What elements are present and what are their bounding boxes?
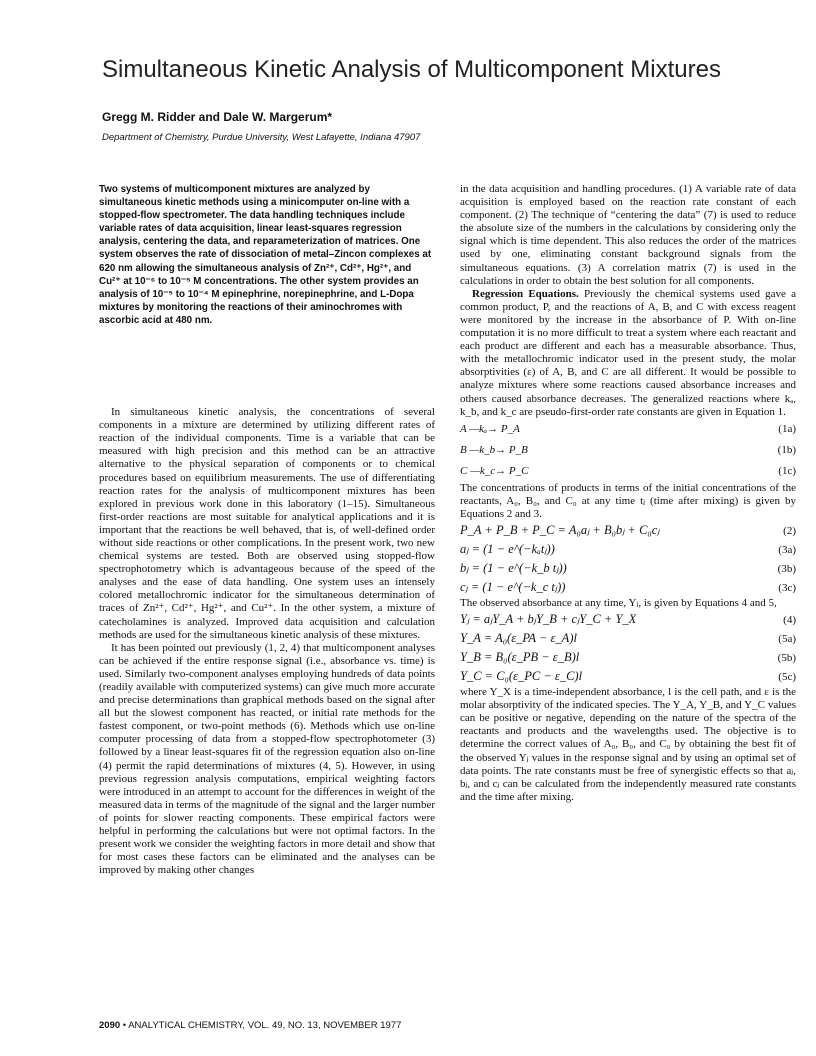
- equation-text: A —kₐ→ P_A: [460, 422, 520, 435]
- intro-paragraph-1: In simultaneous kinetic analysis, the concentrations of several components in a mixture are determined by utilizing different rates of reaction of the individual components. Time is a variable that can be measured with high precision and this method can be an attractive alternative to the physical separation of components or to chemical procedures based on equilibrium measurements. The use of differentiating reaction rates for the analysis of multicomponent mixtures has been explored in previous work done in this laboratory (1–15). Simultaneous first-order reactions are most suitable for analytical applications and it is important that the reactions be well behaved, that is, of well-defined order without side reactions or other complications. In the present work, two new chemical systems are tested. Both are observed using stopped-flow spectrophotometry which is advantageous because of the speed of the analyses and the ease of data handling. One system uses an intensely colored metallochromic indicator for the simultaneous determination of traces of Zn²⁺, Cd²⁺, Hg²⁺, and Cu²⁺. In the other system, a mixture of catecholamines is analyzed. Improved data acquisition and calculation methods are used for the simultaneous kinetic analysis of these mixtures.: [99, 406, 435, 641]
- equation-text: bⱼ = (1 − e^(−k_b tⱼ)): [460, 560, 567, 575]
- equation-number: (2): [783, 524, 796, 537]
- equation-text: Y_B = B₀(ε_PB − ε_B)l: [460, 650, 580, 665]
- equation-text: P_A + P_B + P_C = A₀aⱼ + B₀bⱼ + C₀cⱼ: [460, 522, 660, 537]
- author-list: Gregg M. Ridder and Dale W. Margerum*: [102, 110, 333, 124]
- equation-number: (1a): [778, 422, 796, 435]
- equation-text: Y_A = A₀(ε_PA − ε_A)l: [460, 631, 577, 646]
- equation-number: (1b): [777, 443, 796, 456]
- equation-1a: [460, 419, 796, 440]
- equation-text: cⱼ = (1 − e^(−k_c tⱼ)): [460, 579, 566, 594]
- equation-text: C —k_c→ P_C: [460, 464, 529, 477]
- equation-number: (5c): [778, 671, 796, 684]
- section-heading: Regression Equations.: [472, 287, 579, 300]
- equation-1b: [460, 440, 796, 461]
- equation-number: (5a): [778, 633, 796, 646]
- page-number: 2090: [99, 1020, 121, 1031]
- equation-3a: [460, 540, 796, 559]
- equation-5a: [460, 629, 796, 648]
- affiliation: Department of Chemistry, Purdue University, West Lafayette, Indiana 47907: [102, 132, 421, 143]
- equation-number: (1c): [778, 464, 796, 477]
- paper-title: Simultaneous Kinetic Analysis of Multicomponent Mixtures: [102, 56, 721, 83]
- equation-number: (3a): [778, 543, 796, 556]
- equation-5c: [460, 667, 796, 686]
- equation-number: (3c): [778, 581, 796, 594]
- intro-paragraph-2: It has been pointed out previously (1, 2, 4) that multicomponent analyses can be achieved if the entire response signal (i.e., absorbance vs. time) is used. Similarly two-component analyses employing hundreds of data points (readily available with computerized systems) can give much more accurate and precise determinations than graphical methods based on the signal after all but the slowest component has reacted, or initial rate methods for the fastest component, or two-point methods (6). Methods which use on-line computer processing of data from a stopped-flow spectrophotometer (3) followed by a linear least-squares fit of the regression equation also on-line (4) permit the rapid determinations of mixtures (4, 5). However, in using previous regression analysis computations, empirical weighting factors were introduced in an attempt to account for the differences in weight of the measured data in terms of the magnitude of the signal and the larger number of points for slower reacting components. These empirical factors were helpful in performing the calculations but were not optimal factors. In the present work we consider the weighting factors in more detail and show that for most cases these factors can be eliminated and the analyses can be improved by making other changes: [99, 641, 436, 877]
- equation-text: Yⱼ = aⱼY_A + bⱼY_B + cⱼY_C + Y_X: [460, 612, 637, 627]
- equation-5b: [460, 648, 796, 667]
- equation-number: (5b): [777, 652, 796, 665]
- body-paragraph: The concentrations of products in terms of the initial concentrations of the reactants, A₀, B₀, and C₀ at any time tⱼ (time after mixing) is given by Equations 2 and 3.: [460, 481, 796, 520]
- equation-text: Y_C = C₀(ε_PC − ε_C)l: [460, 669, 583, 684]
- equation-number: (3b): [777, 562, 796, 575]
- equation-3c: [460, 578, 796, 597]
- journal-citation: • ANALYTICAL CHEMISTRY, VOL. 49, NO. 13, NOVEMBER 1977: [120, 1020, 402, 1031]
- equation-text: aⱼ = (1 − e^(−kₐtⱼ)): [460, 541, 555, 556]
- equation-4: [460, 610, 796, 629]
- left-column: [99, 183, 435, 877]
- body-paragraph: in the data acquisition and handling procedures. (1) A variable rate of data acquisition is employed based on the reaction rate constant of each component. (2) The technique of “centering the data” (7) is used to reduce the absolute size of the numbers in the calculations by considering only the signal which is time dependent. This also reduces the order of the matrices used by one, eliminating constant background signals from the simultaneous equations. (3) A correlation matrix (7) is used in the calculations in order to obtain the best solution for all components.: [460, 183, 796, 287]
- abstract-spacer: [99, 327, 435, 406]
- equation-3b: [460, 559, 796, 578]
- regression-text: Previously the chemical systems used gave a common product, P, and the reactions of A, B, and C with excess reagent were monitored by the increase in the absorbance of P. With on-line computation it is no more difficult to treat a system where each reactant and each product are different and each has a measurable absorbance. Thus, with the metallochromic indicator used in the present study, the molar absorptivities (ε) of A, B, and C are all different. It would be possible to analyze mixtures where some reactions caused absorbance increases and others caused absorbance decreases. The generalized reactions where kₐ, k_b, and k_c are pseudo-first-order rate constants are given in Equation 1.: [460, 287, 796, 418]
- equation-2: [460, 521, 796, 540]
- right-column: [460, 183, 796, 804]
- regression-paragraph: [460, 288, 796, 419]
- body-paragraph: The observed absorbance at any time, Yⱼ, is given by Equations 4 and 5,: [460, 596, 777, 609]
- body-paragraph: where Y_X is a time-independent absorbance, l is the cell path, and ε is the molar absorptivity of the indicated species. The Y_A, Y_B, and Y_C values can be positive or negative, depending on the nature of the spectra of the reactants and products and the wavelengths used. The objective is to determine the correct values of A₀, B₀, and C₀ by obtaining the best fit of the observed Yⱼ values in the response signal and by using an optimal set of data points. The rate constants must be free of synergistic effects so that aⱼ, bⱼ, and cⱼ can be calculated from the independently measured rate constants and the time after mixing.: [460, 686, 796, 803]
- equation-1c: [460, 461, 796, 482]
- equation-number: (4): [783, 614, 796, 627]
- abstract: Two systems of multicomponent mixtures are analyzed by simultaneous kinetic methods using a minicomputer on-line with a stopped-flow spectrometer. The data handling techniques include variable rates of data acquisition, linear least-squares regression analysis, centering the data, and reparameterization of matrices. One system observes the rate of dissociation of metal–Zincon complexes at 620 nm allowing the simultaneous analysis of Zn²⁺, Cd²⁺, Hg²⁺, and Cu²⁺ at 10⁻⁶ to 10⁻⁵ M concentrations. The other system provides an analysis of 10⁻⁵ to 10⁻⁴ M epinephrine, norepinephrine, and L-Dopa mixtures by monitoring the reactions of their aminochromes with ascorbic acid at 480 nm.: [99, 184, 432, 326]
- equation-text: B —k_b→ P_B: [460, 443, 528, 456]
- page-footer: [99, 1020, 401, 1031]
